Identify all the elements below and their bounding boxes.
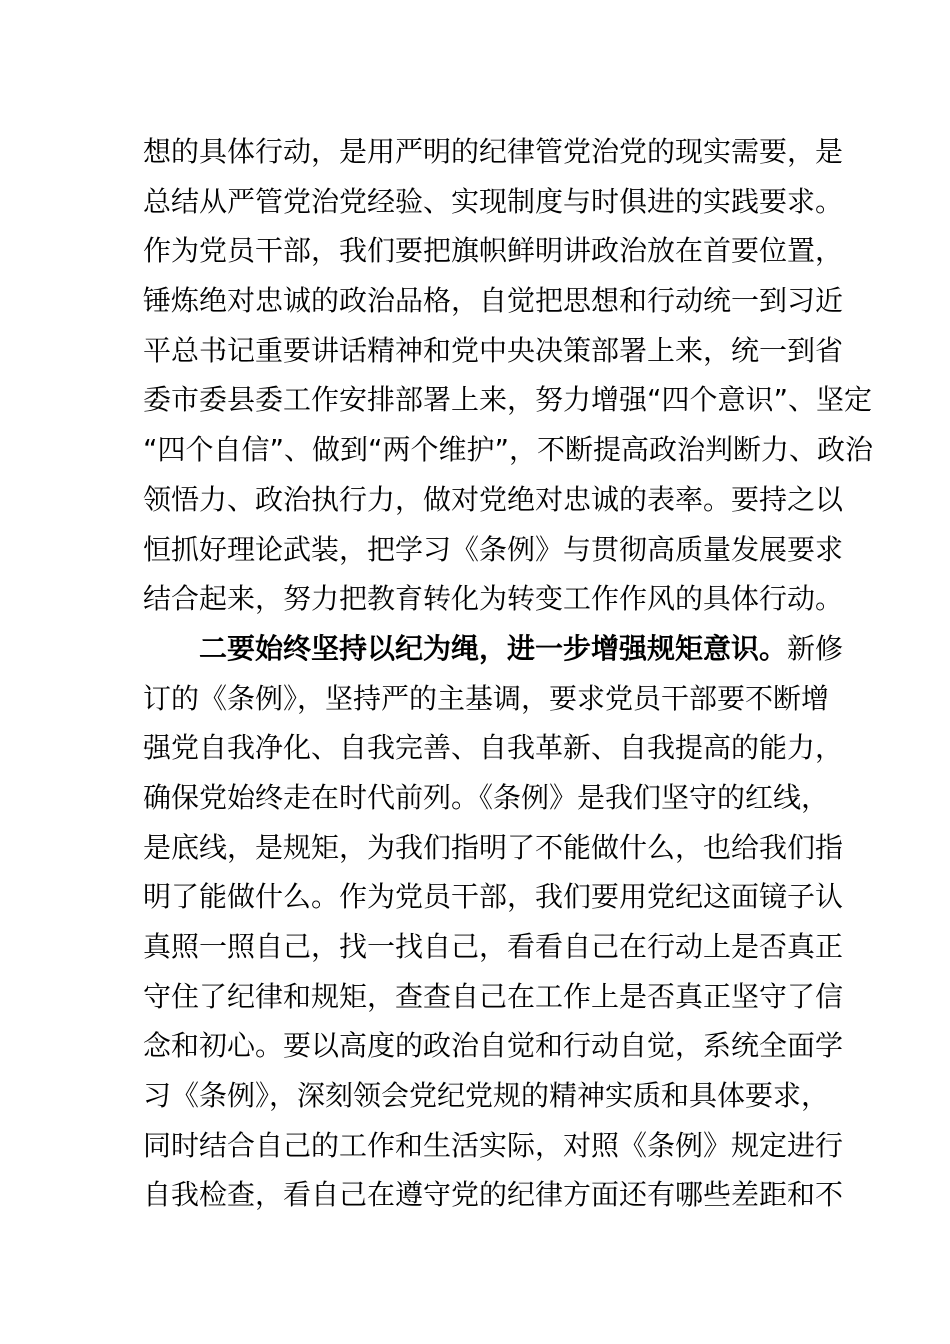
paragraph-line: 恒抓好理论武装，把学习《条例》与贯彻高质量发展要求 (143, 532, 844, 566)
paragraph-line: 是底线，是规矩，为我们指明了不能做什么，也给我们指 (143, 830, 844, 864)
paragraph-line: 结合起来，努力把教育转化为转变工作作风的具体行动。 (143, 582, 844, 616)
paragraph-line: 习《条例》，深刻领会党纪党规的精神实质和具体要求， (143, 1079, 830, 1113)
section-heading: 二要始终坚持以纪为绳，进一步增强规矩意识。 (199, 631, 788, 665)
paragraph-line: 强党自我净化、自我完善、自我革新、自我提高的能力， (143, 731, 844, 765)
paragraph-line: 明了能做什么。作为党员干部，我们要用党纪这面镜子认 (143, 880, 844, 914)
paragraph-line: 委市委县委工作安排部署上来，努力增强“四个意识”、坚定 (143, 383, 873, 417)
paragraph-line: 领悟力、政治执行力，做对党绝对忠诚的表率。要持之以 (143, 482, 844, 516)
paragraph-1 (143, 127, 874, 624)
paragraph-line: 锤炼绝对忠诚的政治品格，自觉把思想和行动统一到习近 (143, 284, 844, 318)
paragraph-line: 总结从严管党治党经验、实现制度与时俱进的实践要求。 (143, 184, 844, 218)
paragraph-line: 平总书记重要讲话精神和党中央决策部署上来，统一到省 (143, 333, 844, 367)
paragraph-line: “四个自信”、做到“两个维护”，不断提高政治判断力、政治 (143, 433, 874, 467)
paragraph-line: 订的《条例》，坚持严的主基调，要求党员干部要不断增 (143, 681, 830, 715)
paragraph-line: 真照一照自己，找一找自己，看看自己在行动上是否真正 (143, 930, 844, 963)
paragraph-first-line (143, 624, 844, 674)
paragraph-line: 确保党始终走在时代前列。《条例》是我们坚守的红线， (143, 780, 830, 814)
paragraph-2 (143, 624, 844, 1220)
paragraph-line: 作为党员干部，我们要把旗帜鲜明讲政治放在首要位置， (143, 234, 844, 268)
paragraph-line: 想的具体行动，是用严明的纪律管党治党的现实需要，是 (143, 135, 844, 168)
paragraph-line: 守住了纪律和规矩，查查自己在工作上是否真正坚守了信 (143, 979, 844, 1013)
paragraph-line: 念和初心。要以高度的政治自觉和行动自觉，系统全面学 (143, 1029, 844, 1063)
heading-line-continuation: 新修 (787, 631, 844, 665)
paragraph-line: 自我检查，看自己在遵守党的纪律方面还有哪些差距和不 (143, 1178, 844, 1212)
paragraph-line: 同时结合自己的工作和生活实际，对照《条例》规定进行 (143, 1128, 844, 1162)
document-body (143, 127, 874, 1220)
